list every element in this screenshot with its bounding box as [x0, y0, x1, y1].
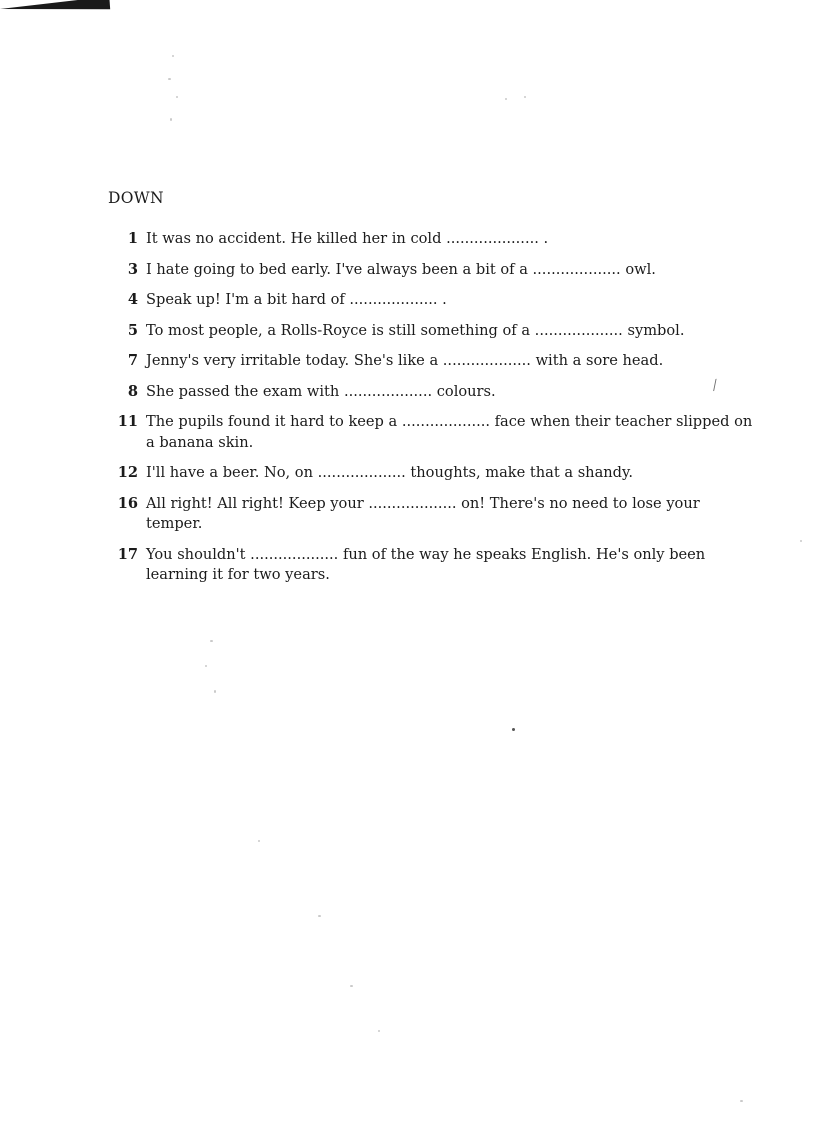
clue-number: 1 — [127, 230, 138, 247]
clue-text: I hate going to bed early. I've always been a bit of a ................... owl. — [146, 260, 656, 278]
clue-item — [108, 382, 758, 403]
clue-text: She passed the exam with ................... colours. — [146, 382, 496, 400]
clue-text: It was no accident. He killed her in cold .................... . — [146, 230, 549, 247]
clue-text: You shouldn't ................... fun of the way he speaks English. He's only been learning it for two years. — [146, 545, 706, 583]
clue-number: 8 — [127, 382, 138, 400]
clue-number: 12 — [117, 464, 138, 481]
clue-item — [108, 351, 758, 372]
clue-item — [108, 494, 758, 535]
clue-number: 4 — [127, 291, 138, 308]
clue-item — [108, 260, 758, 281]
clue-item — [108, 321, 758, 342]
clue-text: All right! All right! Keep your ................... on! There's no need to lose your temper. — [146, 494, 700, 532]
clue-text: I'll have a beer. No, on ................... thoughts, make that a shandy. — [146, 464, 633, 481]
clue-text: The pupils found it hard to keep a ................... face when their teacher slipped on a banana skin. — [146, 413, 753, 451]
clue-number: 16 — [117, 494, 138, 512]
clue-item — [108, 229, 758, 250]
scan-edge-mark — [0, 0, 110, 17]
clue-list — [108, 229, 758, 596]
clue-item — [108, 412, 758, 453]
clue-text: Speak up! I'm a bit hard of ................... . — [146, 291, 447, 308]
clue-number: 11 — [117, 413, 138, 430]
clue-item — [108, 290, 758, 311]
clue-number: 17 — [117, 545, 138, 563]
clue-item — [108, 463, 758, 484]
clue-number: 5 — [127, 321, 138, 339]
clue-number: 3 — [127, 260, 138, 278]
clue-number: 7 — [127, 352, 138, 369]
stray-pen-mark: ⁄ — [711, 378, 720, 394]
clue-text: Jenny's very irritable today. She's like a ................... with a sore head. — [146, 352, 664, 369]
clue-item — [108, 545, 758, 586]
section-heading: DOWN — [108, 189, 164, 207]
clue-text: To most people, a Rolls-Royce is still something of a ................... symbol. — [146, 321, 685, 339]
